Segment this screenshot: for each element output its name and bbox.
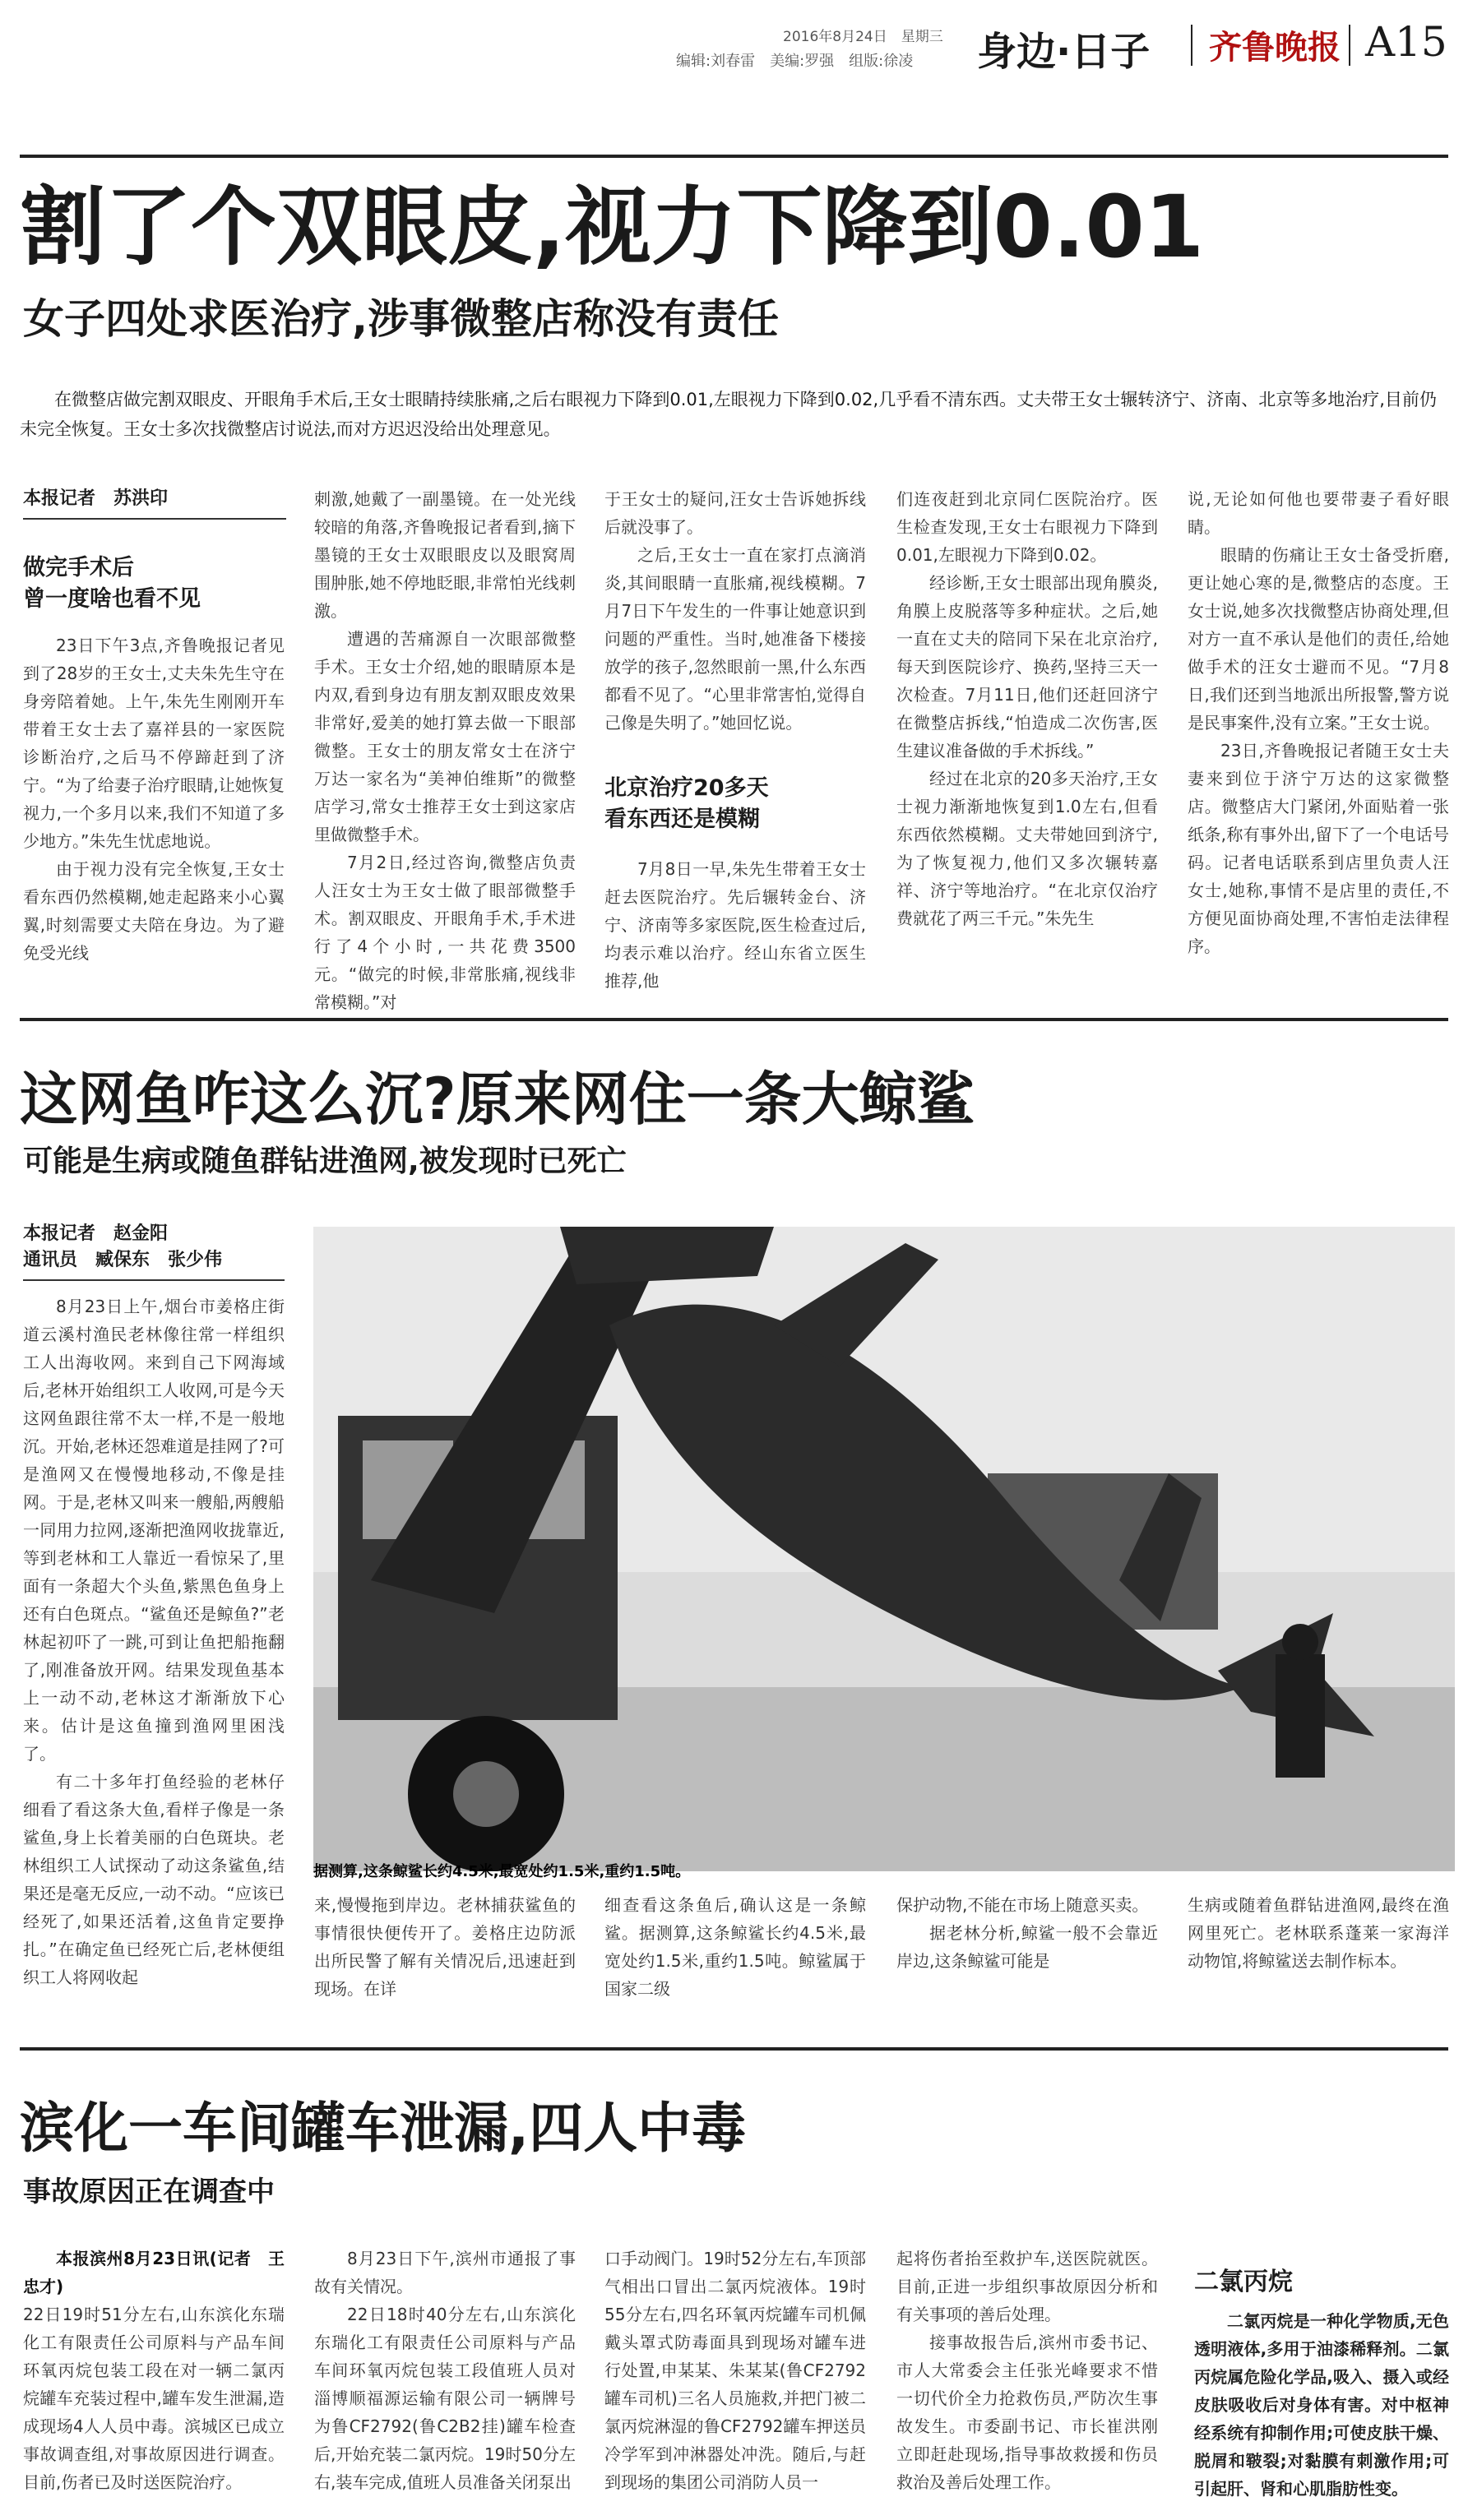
paragraph: 本报滨州8月23日讯(记者 王忠才) [23,2249,285,2296]
paragraph: 遭遇的苦痛源自一次眼部微整手术。王女士介绍,她的眼睛原本是内双,看到身边有朋友割双眼皮效果非常好,爱美的她打算去做一下眼部微整。王女士的朋友常女士在济宁万达一家名为“美神伯维斯”的微整店学习,常女士推荐王女士到这家店里做微整手术。 [314,629,576,844]
whale-shark-illustration [313,1227,1455,1871]
paragraph: 们连夜赶到北京同仁医院治疗。医生检查发现,王女士右眼视力下降到0.01,左眼视力下降到0.02。 [896,489,1158,565]
section-title: 身边·日子 [977,29,1151,75]
newspaper-logo: 齐鲁晚报 [1209,28,1341,67]
story2-column-2 [314,1891,576,2003]
story2-column-3 [604,1891,866,2003]
story1-subheadline: 女子四处求医治疗,涉事微整店称没有责任 [23,295,779,343]
paragraph: 之后,王女士一直在家打点滴消炎,其间眼睛一直胀痛,视线模糊。7月7日下午发生的一件事让她意识到问题的严重性。当时,她准备下楼接放学的孩子,忽然眼前一黑,什么东西都看不见了。“心里非常害怕,觉得自己像是失明了。”她回忆说。 [604,545,866,733]
paragraph: 23日,齐鲁晚报记者随王女士夫妻来到位于济宁万达的这家微整店。微整店大门紧闭,外面贴着一张纸条,称有事外出,留下了一个电话号码。记者电话联系到店里负责人汪女士,她称,事情不是店里的责任,不方便见面协商处理,不害怕走法律程序。 [1188,741,1449,956]
story1-column-3 [604,485,866,737]
story1-subhead-2: 北京治疗20多天 看东西还是模糊 [604,775,769,832]
story3-headline: 滨化一车间罐车泄漏,四人中毒 [20,2097,747,2160]
paragraph: 22日18时40分左右,山东滨化东瑞化工有限责任公司原料与产品车间环氧丙烷包装工段值班人员对淄博顺福源运输有限公司一辆牌号为鲁CF2792(鲁C2B2挂)罐车检查后,开始充装二氯丙烷。19时50分左右,装车完成,值班人员准备关闭泵出 [314,2305,576,2492]
story3-column-1 [23,2245,285,2496]
paragraph: 说,无论如何他也要带妻子看好眼睛。 [1188,489,1449,537]
paragraph: 有二十多年打鱼经验的老林仔细看了看这条大鱼,看样子像是一条鲨鱼,身上长着美丽的白色斑块。老林组织工人试探动了动这条鲨鱼,结果还是毫无反应,一动不动。“应该已经死了,如果还活着,这鱼肯定要挣扎。”在确定鱼已经死亡后,老林便组织工人将网收起 [23,1772,285,1987]
story1-headline: 割了个双眼皮,视力下降到0.01 [20,177,1205,277]
issue-date: 2016年8月24日 星期三 [783,29,943,45]
paragraph: 经诊断,王女士眼部出现角膜炎,角膜上皮脱落等多种症状。之后,她一直在丈夫的陪同下呆在北京治疗,每天到医院诊疗、换药,坚持三天一次检查。7月11日,他们还赶回济宁在微整店拆线,“怕造成二次伤害,医生建议准备做的手术拆线。” [896,573,1158,761]
paragraph: 23日下午3点,齐鲁晚报记者见到了28岁的王女士,丈夫朱先生守在身旁陪着她。上午,朱先生刚刚开车带着王女士去了嘉祥县的一家医院诊断治疗,之后马不停蹄赶到了济宁。“为了给妻子治疗眼睛,让她恢复视力,一个多月以来,我们不知道了多少地方。”朱先生忧虑地说。 [23,636,285,851]
paragraph: 生病或随着鱼群钻进渔网,最终在渔网里死亡。老林联系蓬莱一家海洋动物馆,将鲸鲨送去制作标本。 [1188,1895,1449,1971]
sidebar-explainer [1194,2307,1449,2503]
sidebar-title: 二氯丙烷 [1194,2268,1293,2296]
paragraph: 二氯丙烷是一种化学物质,无色透明液体,多用于油漆稀释剂。二氯丙烷属危险化学品,吸入、摄入或经皮肤吸收后对身体有害。对中枢神经系统有抑制作用;可使皮肤干燥、脱屑和皲裂;对黏膜有刺激作用;可引起肝、肾和心肌脂肪性变。 [1194,2311,1449,2499]
story3-column-4 [896,2245,1158,2496]
story1-column-1 [23,631,285,967]
paragraph: 接事故报告后,滨州市委书记、市人大常委会主任张光峰要求不惜一切代价全力抢救伤员,严防次生事故发生。市委副书记、市长崔洪刚立即赶赴现场,指导事故救援和伤员救治及善后处理工作。 [896,2333,1158,2492]
byline-underline [23,1279,285,1281]
paragraph: 由于视力没有完全恢复,王女士看东西仍然模糊,她走起路来小心翼翼,时刻需要丈夫陪在身边。为了避免受光线 [23,859,285,963]
photo-caption: 据测算,这条鲸鲨长约4.5米,最宽处约1.5米,重约1.5吨。 [313,1863,691,1880]
top-rule [20,155,1448,158]
section-rule [20,2047,1448,2051]
paragraph: 于王女士的疑问,汪女士告诉她拆线后就没事了。 [604,489,866,537]
paragraph: 据老林分析,鲸鲨一般不会靠近岸边,这条鲸鲨可能是 [896,1923,1158,1971]
story2-byline-correspondents: 通讯员 臧保东 张少伟 [23,1250,223,1270]
section-rule [20,1018,1448,1021]
story1-column-5 [1188,485,1449,960]
paragraph: 口手动阀门。19时52分左右,车顶部气相出口冒出二氯丙烷液体。19时55分左右,四名环氧丙烷罐车司机佩戴头罩式防毒面具到现场对罐车进行处置,申某某、朱某某(鲁CF2792罐车司机)三名人员施救,并把门被二氯丙烷淋湿的鲁CF2792罐车押送员冷学军到冲淋器处冲洗。随后,与赶到现场的集团公司消防人员一 [604,2249,866,2492]
masthead-divider [1191,25,1192,66]
story3-column-2 [314,2245,576,2496]
paragraph: 8月23日上午,烟台市姜格庄街道云溪村渔民老林像往常一样组织工人出海收网。来到自己下网海域后,老林开始组织工人收网,可是今天这网鱼跟往常不太一样,不是一般地沉。开始,老林还怨难道是挂网了?可是渔网又在慢慢地移动,不像是挂网。于是,老林又叫来一艘船,两艘船一同用力拉网,逐渐把渔网收拢靠近,等到老林和工人靠近一看惊呆了,里面有一条超大个头鱼,紫黑色鱼身上还有白色斑点。“鲨鱼还是鲸鱼?”老林起初吓了一跳,可到让鱼把船拖翻了,刚准备放开网。结果发现鱼基本上一动不动,老林这才渐渐放下心来。估计是这鱼撞到渔网里困浅了。 [23,1297,285,1764]
story1-column-3b [604,855,866,995]
story1-column-2 [314,485,576,1016]
whale-shark-photo [313,1227,1455,1871]
paragraph: 保护动物,不能在市场上随意买卖。 [896,1895,1149,1915]
story2-column-1 [23,1292,285,1991]
page-number: A15 [1365,18,1447,66]
story1-lead: 在微整店做完割双眼皮、开眼角手术后,王女士眼睛持续胀痛,之后右眼视力下降到0.01,左眼视力下降到0.02,几乎看不清东西。丈夫带王女士辗转济宁、济南、北京等多地治疗,目前仍未完全恢复。王女士多次找微整店讨说法,而对方迟迟没给出处理意见。 [20,390,1437,439]
byline-underline [23,518,286,520]
story2-column-5 [1188,1891,1449,1975]
paragraph: 细查看这条鱼后,确认这是一条鲸鲨。据测算,这条鲸鲨长约4.5米,最宽处约1.5米,重约1.5吨。鲸鲨属于国家二级 [604,1895,866,1999]
story1-byline: 本报记者 苏洪印 [23,488,169,509]
paragraph: 7月8日一早,朱先生带着王女士赶去医院治疗。先后辗转金台、济宁、济南等多家医院,医生检查过后,均表示难以治疗。经山东省立医生推荐,他 [604,859,866,991]
editor-credits: 编辑:刘春雷 美编:罗强 组版:徐凌 [676,53,914,70]
masthead-divider [1349,25,1350,66]
story2-byline: 本报记者 赵金阳 [23,1223,169,1244]
story3-subheadline: 事故原因正在调查中 [23,2176,275,2208]
story2-column-4 [896,1891,1158,1975]
story1-subhead-1: 做完手术后 曾一度啥也看不见 [23,555,201,612]
story2-headline: 这网鱼咋这么沉?原来网住一条大鲸鲨 [20,1066,975,1133]
paragraph: 眼睛的伤痛让王女士备受折磨,更让她心寒的是,微整店的态度。王女士说,她多次找微整店协商处理,但对方一直不承认是他们的责任,给她做手术的汪女士避而不见。“7月8日,我们还到当地派出所报警,警方说是民事案件,没有立案。”王女士说。 [1188,545,1449,733]
paragraph: 经过在北京的20多天治疗,王女士视力渐渐地恢复到1.0左右,但看东西依然模糊。丈夫带她回到济宁,为了恢复视力,他们又多次辗转嘉祥、济宁等地治疗。“在北京仅治疗费就花了两三千元。”朱先生 [896,769,1158,928]
story2-subheadline: 可能是生病或随鱼群钻进渔网,被发现时已死亡 [23,1144,627,1178]
paragraph: 起将伤者抬至救护车,送医院就医。目前,正进一步组织事故原因分析和有关事项的善后处理。 [896,2249,1158,2324]
story3-column-3 [604,2245,866,2496]
story1-column-4 [896,485,1158,932]
paragraph: 来,慢慢拖到岸边。老林捕获鲨鱼的事情很快便传开了。姜格庄边防派出所民警了解有关情况后,迅速赶到现场。在详 [314,1895,576,1999]
paragraph: 刺激,她戴了一副墨镜。在一处光线较暗的角落,齐鲁晚报记者看到,摘下墨镜的王女士双眼眼皮以及眼窝周围肿胀,她不停地眨眼,非常怕光线刺激。 [314,489,576,621]
paragraph: 22日19时51分左右,山东滨化东瑞化工有限责任公司原料与产品车间环氧丙烷包装工段在对一辆二氯丙烷罐车充装过程中,罐车发生泄漏,造成现场4人人员中毒。滨城区已成立事故调查组,对事故原因进行调查。目前,伤者已及时送医院治疗。 [23,2305,285,2492]
paragraph: 7月2日,经过咨询,微整店负责人汪女士为王女士做了眼部微整手术。割双眼皮、开眼角手术,手术进行了4个小时,一共花费3500元。“做完的时候,非常胀痛,视线非常模糊。”对 [314,853,576,1012]
paragraph: 8月23日下午,滨州市通报了事故有关情况。 [314,2249,576,2296]
